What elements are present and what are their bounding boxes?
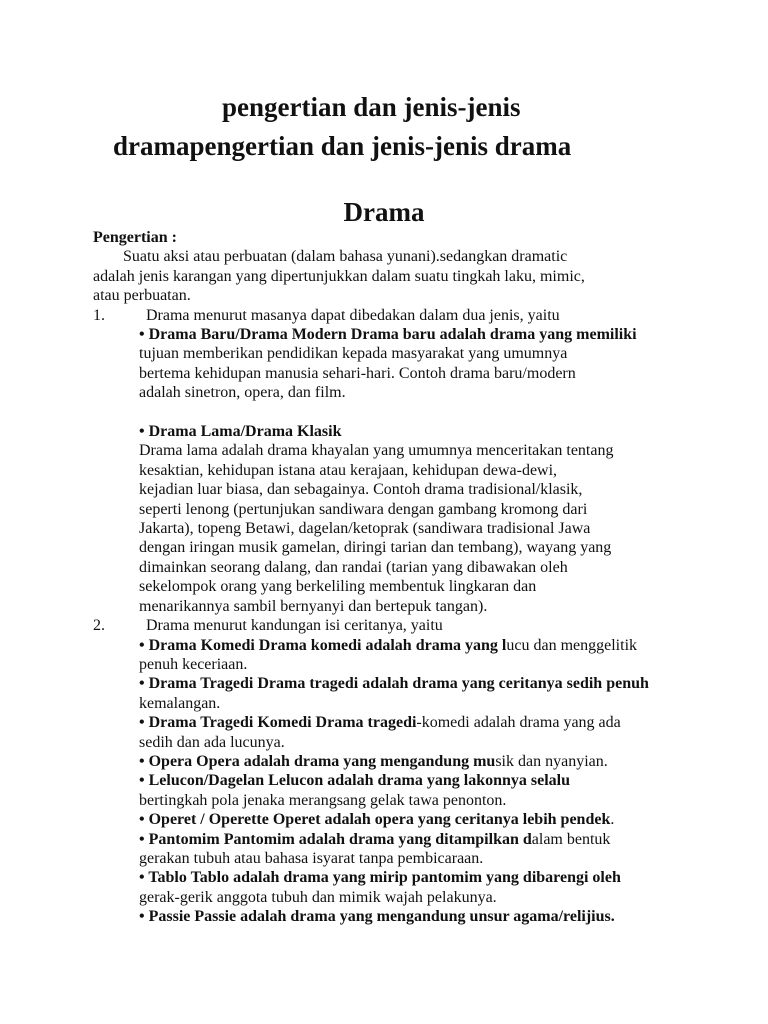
drama-baru-line: adalah sinetron, opera, dan film.: [139, 384, 346, 402]
drama-tragedi-cont: kemalangan.: [139, 694, 221, 712]
pantomim-cont: gerakan tubuh atau bahasa isyarat tanpa pembicaraan.: [139, 849, 484, 867]
drama-lama-line: seperti lenong (pertunjukan sandiwara dengan gambang kromong dari: [139, 500, 588, 518]
drama-lama-line: dengan iringan musik gamelan, diringi tarian dan tembang), wayang yang: [139, 539, 612, 557]
pengertian-line: Suatu aksi atau perbuatan (dalam bahasa yunani).sedangkan dramatic: [123, 248, 568, 266]
drama-lama-line: kejadian luar biasa, dan sebagainya. Contoh drama tradisional/klasik,: [139, 481, 583, 499]
drama-lama-line: Jakarta), topeng Betawi, dagelan/ketoprak (sandiwara tradisional Jawa: [139, 520, 591, 538]
drama-baru-line: bertema kehidupan manusia sehari-hari. Contoh drama baru/modern: [139, 364, 576, 382]
operet-item: • Operet / Operette Operet adalah opera yang ceritanya lebih pendek.: [139, 811, 615, 829]
drama-baru-line: tujuan memberikan pendidikan kepada masyarakat yang umumnya: [139, 345, 568, 363]
drama-baru-title: • Drama Baru/Drama Modern Drama baru adalah drama yang memiliki: [139, 326, 637, 344]
drama-lama-line: Drama lama adalah drama khayalan yang umumnya menceritakan tentang: [139, 442, 614, 460]
pengertian-line: atau perbuatan.: [93, 287, 191, 305]
document-body: [93, 228, 693, 927]
drama-lama-line: sekelompok orang yang berkeliling membentuk lingkaran dan: [139, 578, 537, 596]
drama-tragedi-komedi-cont: sedih dan ada lucunya.: [139, 733, 285, 751]
drama-lama-title: • Drama Lama/Drama Klasik: [139, 423, 342, 441]
pengertian-label: Pengertian :: [93, 229, 177, 246]
drama-tragedi-item: • Drama Tragedi Drama tragedi adalah drama yang ceritanya sedih penuh: [139, 675, 649, 693]
passie-item: • Passie Passie adalah drama yang mengandung unsur agama/relijius.: [139, 908, 615, 926]
section-1-intro: 1. Drama menurut masanya dapat dibedakan dalam dua jenis, yaitu: [93, 306, 560, 324]
lelucon-cont: bertingkah pola jenaka merangsang gelak tawa penonton.: [139, 791, 507, 809]
title-line-2: dramapengertian dan jenis-jenis drama: [113, 131, 572, 161]
drama-lama-line: kesaktian, kehidupan istana atau kerajaan, kehidupan dewa-dewi,: [139, 461, 558, 479]
tablo-item: • Tablo Tablo adalah drama yang mirip pantomim yang dibarengi oleh: [139, 869, 621, 887]
section-2-intro: 2. Drama menurut kandungan isi ceritanya, yaitu: [93, 617, 443, 635]
drama-lama-line: dimainkan seorang dalang, dan randai (tarian yang dibawakan oleh: [139, 558, 568, 576]
pengertian-line: adalah jenis karangan yang dipertunjukkan dalam suatu tingkah laku, mimic,: [93, 267, 585, 285]
lelucon-item: • Lelucon/Dagelan Lelucon adalah drama yang lakonnya selalu: [139, 772, 571, 790]
section-heading: Drama: [343, 197, 425, 227]
pantomim-item: • Pantomim Pantomim adalah drama yang ditampilkan dalam bentuk: [139, 830, 611, 848]
drama-komedi-cont: penuh keceriaan.: [139, 655, 248, 673]
drama-tragedi-komedi-item: • Drama Tragedi Komedi Drama tragedi-komedi adalah drama yang ada: [139, 714, 621, 732]
drama-komedi-item: • Drama Komedi Drama komedi adalah drama yang lucu dan menggelitik: [139, 636, 638, 654]
drama-lama-line: menarikannya sambil bernyanyi dan bertepuk tangan).: [139, 597, 488, 615]
title-line-1: pengertian dan jenis-jenis: [222, 92, 521, 122]
tablo-cont: gerak-gerik anggota tubuh dan mimik wajah pelakunya.: [139, 888, 497, 906]
opera-item: • Opera Opera adalah drama yang mengandung musik dan nyanyian.: [139, 752, 608, 770]
